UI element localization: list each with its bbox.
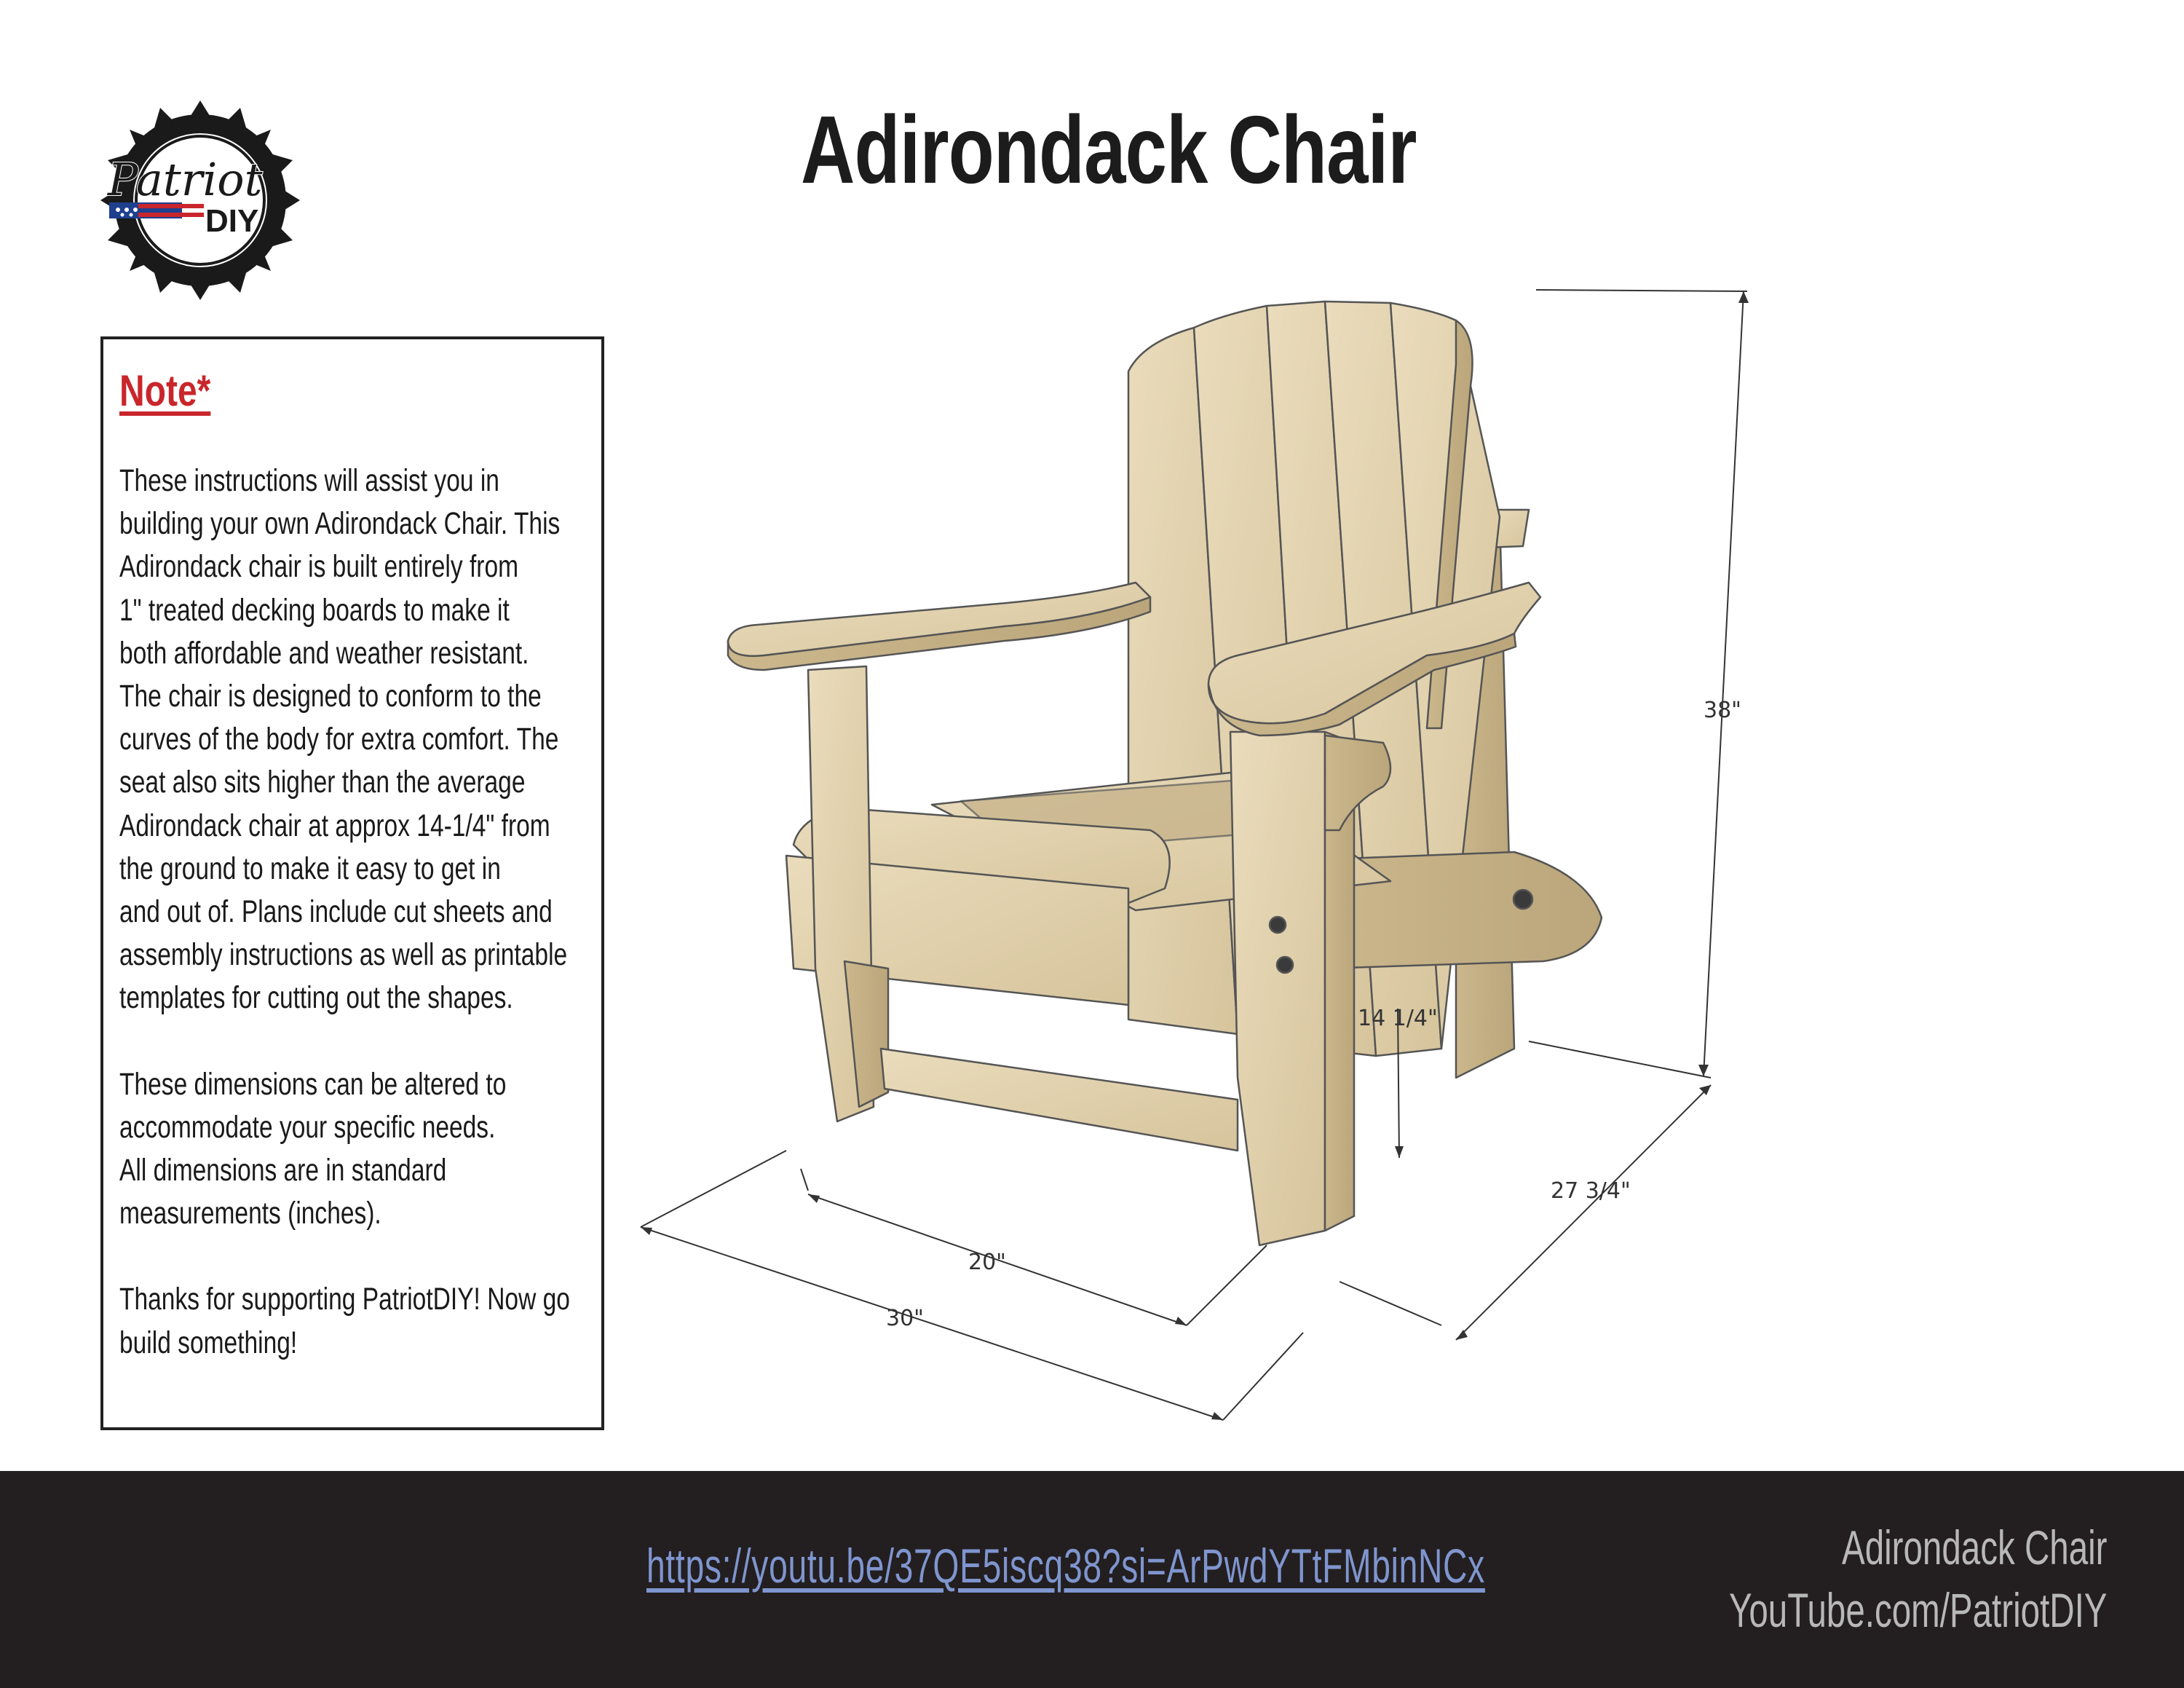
note-line: Thanks for supporting PatriotDIY! Now go [119, 1282, 570, 1317]
page-title: Adirondack Chair [801, 96, 1417, 203]
note-body [119, 460, 585, 1408]
footer-channel: YouTube.com/PatriotDIY [1728, 1583, 2107, 1637]
note-line: the ground to make it easy to get in [119, 851, 501, 886]
patriot-diy-logo [95, 95, 306, 306]
note-line: Adirondack chair is built entirely from [119, 549, 519, 585]
front-leg [1230, 732, 1325, 1245]
outer-width-dimension-label: 30" [886, 1306, 924, 1331]
note-line: measurements (inches). [119, 1196, 381, 1231]
note-line: building your own Adirondack Chair. This [119, 506, 561, 542]
note-heading: Note* [119, 366, 211, 415]
seat-height-dimension-label: 14 1/4" [1358, 1006, 1438, 1031]
logo-block-text: DIY [205, 203, 259, 239]
note-line: Adirondack chair at approx 14-1/4" from [119, 808, 550, 843]
chair-drawing [626, 277, 1820, 1471]
footer-title: Adirondack Chair [1841, 1521, 2107, 1574]
height-dimension-label: 38" [1704, 698, 1741, 723]
leg-stretcher [881, 1049, 1238, 1151]
note-line: templates for cutting out the shapes. [119, 980, 513, 1016]
youtube-video-link[interactable]: https://youtu.be/37QE5iscq38?si=ArPwdYTtFMbinNCx [646, 1539, 1485, 1593]
note-paragraph [119, 460, 585, 1020]
note-paragraph [119, 1063, 585, 1236]
footer-branding [1729, 1516, 2107, 1641]
note-paragraph [119, 1278, 585, 1364]
note-line: both affordable and weather resistant. [119, 635, 529, 671]
footer-bar [0, 1471, 2184, 1688]
note-line: These dimensions can be altered to [119, 1066, 507, 1102]
note-line: assembly instructions as well as printable [119, 937, 568, 973]
note-line: These instructions will assist you in [119, 463, 499, 498]
note-box [100, 336, 604, 1430]
note-line: accommodate your specific needs. [119, 1109, 496, 1145]
inner-width-dimension-label: 20" [968, 1250, 1006, 1275]
depth-dimension-label: 27 3/4" [1551, 1178, 1631, 1204]
note-line: All dimensions are in standard [119, 1153, 447, 1188]
note-line: seat also sits higher than the average [119, 765, 526, 800]
note-line: 1" treated decking boards to make it [119, 592, 510, 628]
note-line: and out of. Plans include cut sheets and [119, 894, 553, 930]
note-line: The chair is designed to conform to the [119, 679, 542, 714]
note-line: build something! [119, 1325, 298, 1360]
note-line: curves of the body for extra comfort. The [119, 722, 559, 757]
logo-script-text: Patriot [108, 153, 263, 206]
